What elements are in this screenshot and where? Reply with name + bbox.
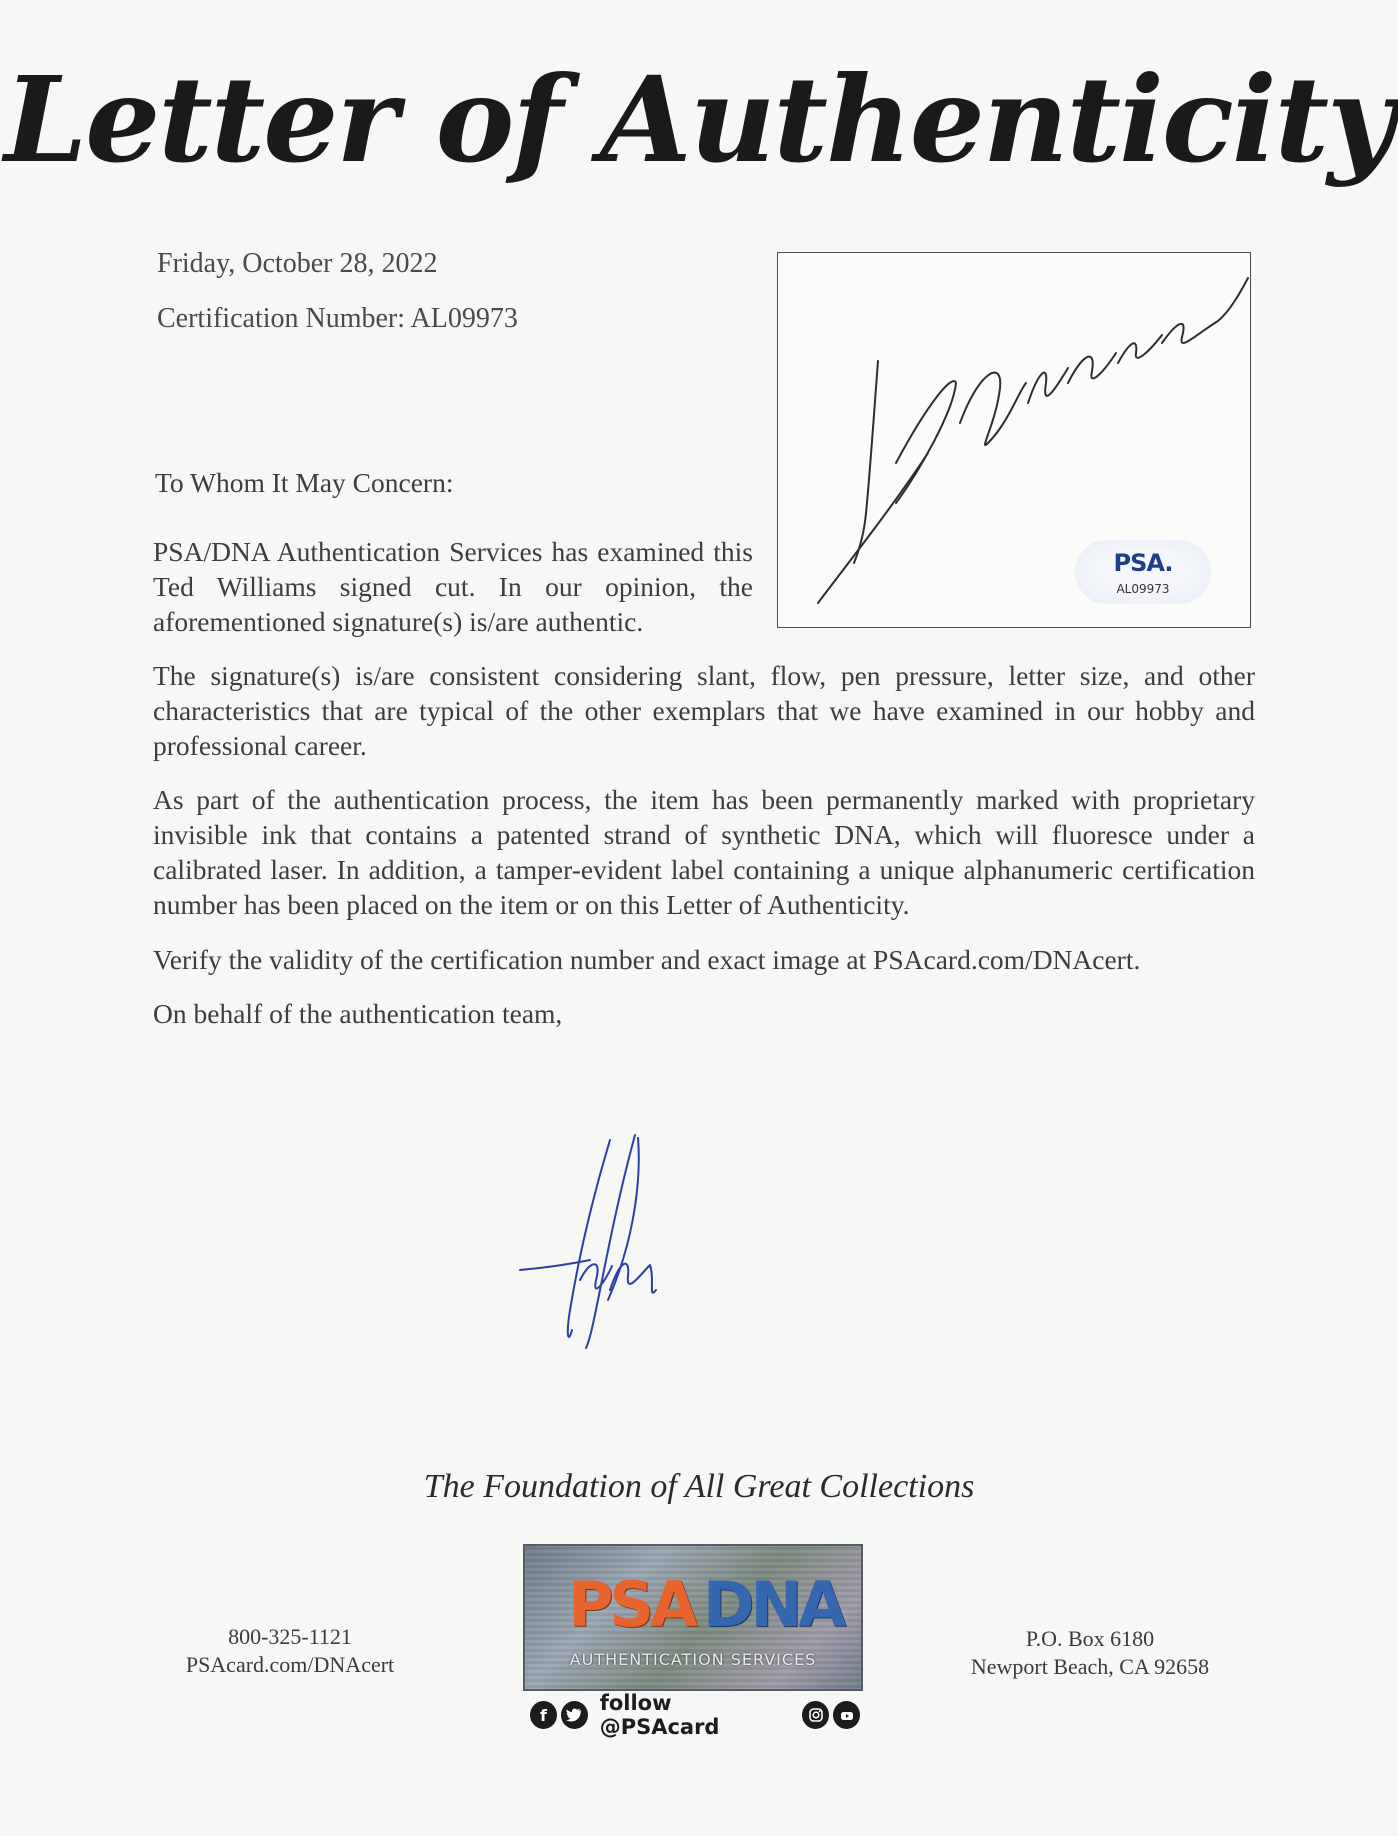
psa-dna-hologram xyxy=(523,1544,863,1691)
paragraph-consistency: The signature(s) is/are consistent considering slant, flow, pen pressure, letter size, and other characteristics that are typical of the other exemplars that we have examined in our hobby and professional career. xyxy=(153,660,1255,761)
hologram-services-text: AUTHENTICATION SERVICES xyxy=(569,1650,817,1669)
twitter-icon[interactable] xyxy=(561,1701,588,1729)
facebook-icon[interactable]: f xyxy=(530,1701,557,1729)
letter-date: Friday, October 28, 2022 xyxy=(157,248,438,279)
psa-label-logo: PSA. xyxy=(1113,549,1173,577)
social-follow-text[interactable]: follow @PSAcard xyxy=(599,1691,720,1739)
paragraph-examined: PSA/DNA Authentication Services has examined this Ted Williams signed cut. In our opinion, the aforementioned signature(s) is/are authentic. xyxy=(153,536,753,637)
certification-number: Certification Number: AL09973 xyxy=(157,303,518,334)
authenticator-signature xyxy=(510,1130,690,1370)
psa-tamper-label xyxy=(1075,540,1211,604)
instagram-icon[interactable] xyxy=(802,1701,829,1729)
psa-label-number: AL09973 xyxy=(1116,582,1170,596)
footer-address xyxy=(955,1625,1225,1681)
hologram-dna-text: DNA xyxy=(703,1568,843,1641)
social-bar xyxy=(530,1691,860,1739)
footer-phone: 800-325-1121 xyxy=(228,1624,352,1649)
paragraph-process: As part of the authentication process, the item has been permanently marked with proprietary invisible ink that contains a patented strand of synthetic DNA, which will fluoresce under a calibrated laser. In addition, a tamper-evident label containing a unique alphanumeric certification number has been placed on the item or on this Letter of Authenticity. xyxy=(153,784,1255,920)
paragraph-verify: Verify the validity of the certification number and exact image at PSAcard.com/DNAcert. xyxy=(153,944,1141,975)
salutation: To Whom It May Concern: xyxy=(155,467,454,498)
footer-tagline: The Foundation of All Great Collections xyxy=(423,1468,975,1505)
hologram-psa-text: PSA xyxy=(567,1568,695,1641)
youtube-icon[interactable] xyxy=(833,1701,860,1729)
footer-address-line-2: Newport Beach, CA 92658 xyxy=(970,1654,1210,1679)
footer-address-line-1: P.O. Box 6180 xyxy=(1025,1626,1155,1651)
footer-website[interactable]: PSAcard.com/DNAcert xyxy=(185,1652,395,1677)
page-title: Letter of Authenticity xyxy=(4,50,1394,189)
closing-line: On behalf of the authentication team, xyxy=(153,998,563,1029)
footer-contact xyxy=(150,1623,430,1679)
